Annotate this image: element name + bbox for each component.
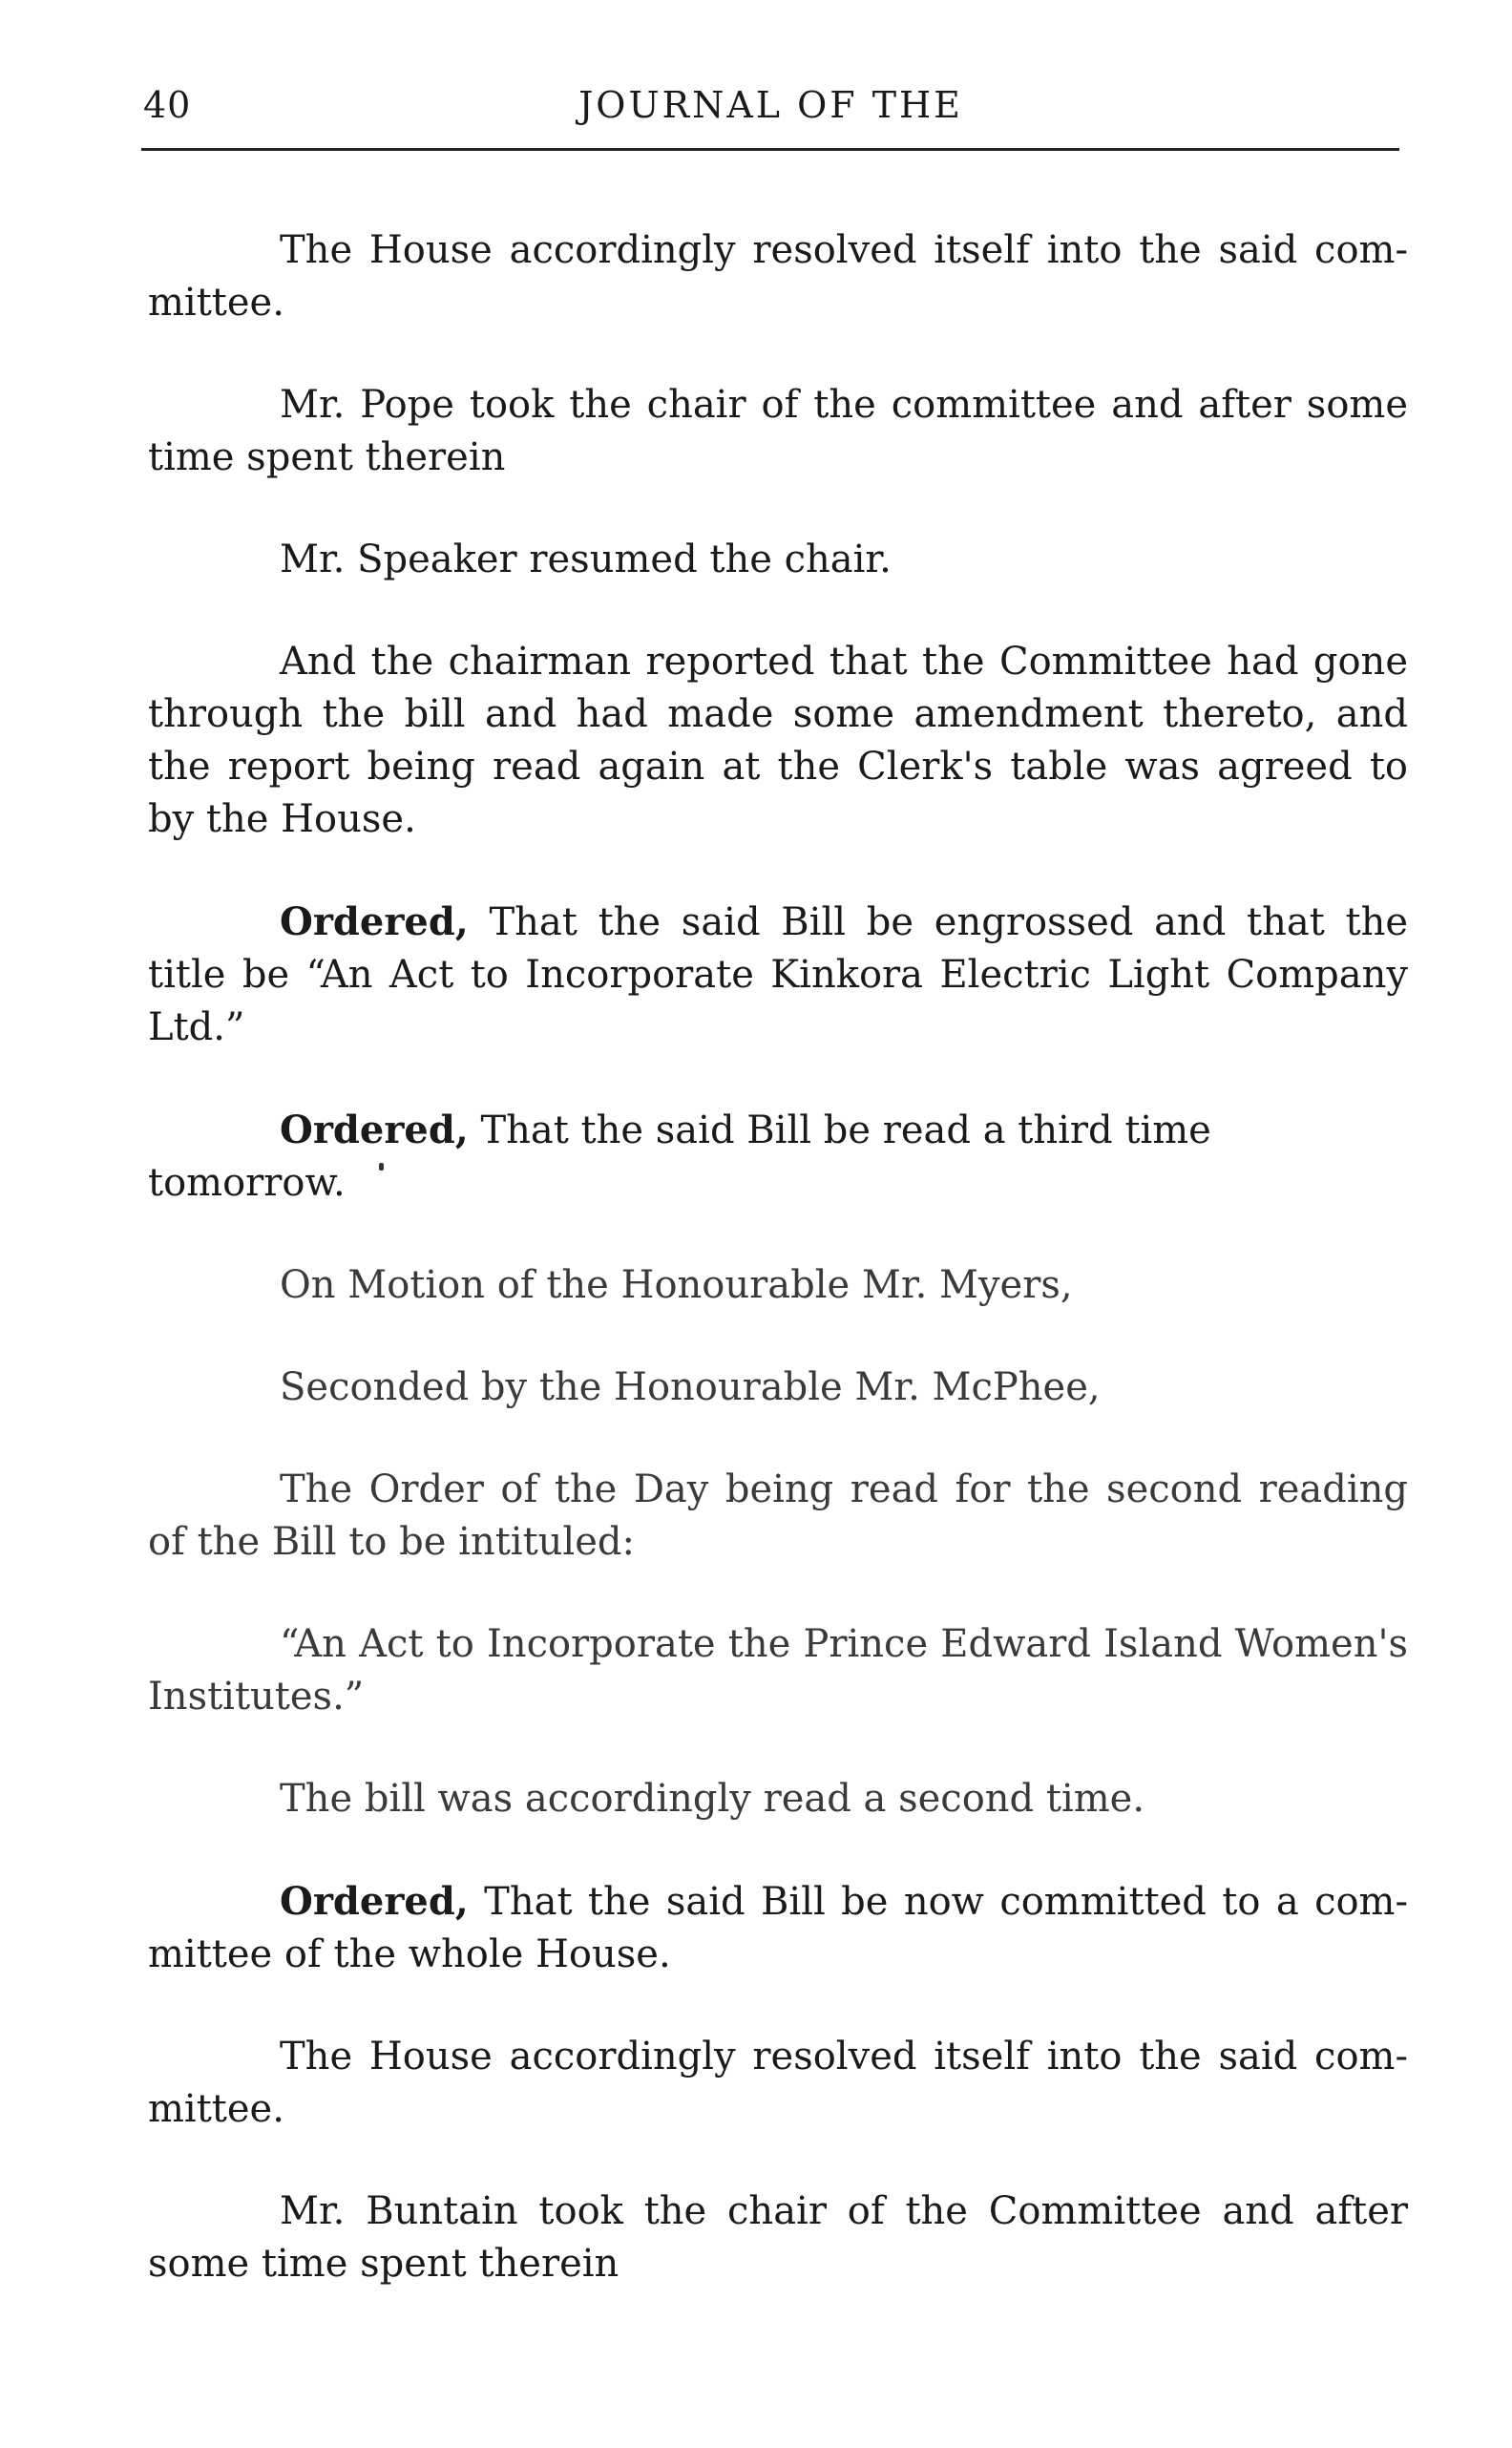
page-number: 40	[143, 84, 192, 126]
paragraph-text: Mr. Pope took the chair of the committee and after some time spent therein	[148, 383, 1408, 479]
paragraph-text: Seconded by the Honourable Mr. McPhee,	[280, 1365, 1101, 1409]
paragraph-motion-myers	[148, 1259, 1408, 1312]
ordered-label: Ordered,	[280, 899, 469, 944]
header-rule	[141, 148, 1399, 151]
journal-title: JOURNAL OF THE	[578, 84, 963, 126]
paragraph-seconded-mcphee	[148, 1361, 1408, 1414]
paragraph-house-resolved-2	[148, 2031, 1408, 2136]
paragraph-text: The bill was accordingly read a second time.	[280, 1777, 1145, 1821]
paragraph-order-of-day	[148, 1464, 1408, 1569]
paragraph-text: On Motion of the Honourable Mr. Myers,	[280, 1263, 1073, 1307]
paragraph-text: Mr. Buntain took the chair of the Committee and after some time spent therein	[148, 2189, 1408, 2286]
paragraph-chairman-reported	[148, 636, 1408, 846]
paragraph-speaker-resumed	[148, 534, 1408, 586]
paragraph-act-title-womens-institutes	[148, 1618, 1408, 1723]
paragraph-text: The House accordingly resolved itself into the said com-mittee.	[148, 2035, 1408, 2131]
paragraph-text: And the chairman reported that the Committee had gone through the bill and had made some amendment thereto, and the report being read again at the Clerk's table was agreed to by the House.	[148, 640, 1408, 841]
ordered-label: Ordered,	[280, 1108, 469, 1152]
running-head	[143, 84, 1398, 141]
body-text	[148, 224, 1408, 2340]
paragraph-text: That the said Bill be now committed to a com-mittee of the whole House.	[148, 1880, 1408, 1976]
paragraph-text: That the said Bill be engrossed and that the title be “An Act to Incorporate Kinkora Electric Light Company Ltd.”	[148, 900, 1408, 1049]
paragraph-ordered-third-reading	[148, 1104, 1408, 1210]
paragraph-text: The House accordingly resolved itself into the said com-mittee.	[148, 228, 1408, 325]
paragraph-house-resolved-1	[148, 224, 1408, 329]
paragraph-buntain-chair	[148, 2185, 1408, 2290]
paragraph-ordered-engrossed	[148, 896, 1408, 1054]
paragraph-second-reading	[148, 1773, 1408, 1825]
ordered-label: Ordered,	[280, 1879, 469, 1924]
paragraph-pope-chair	[148, 379, 1408, 484]
paragraph-text: Mr. Speaker resumed the chair.	[280, 538, 892, 581]
paragraph-ordered-committed	[148, 1875, 1408, 1981]
paragraph-text: “An Act to Incorporate the Prince Edward Island Women's Institutes.”	[148, 1622, 1408, 1719]
print-speck	[379, 1163, 384, 1171]
paragraph-text: That the said Bill be read a third time tomorrow.	[148, 1108, 1211, 1205]
paragraph-text: The Order of the Day being read for the second reading of the Bill to be intituled:	[148, 1467, 1408, 1564]
